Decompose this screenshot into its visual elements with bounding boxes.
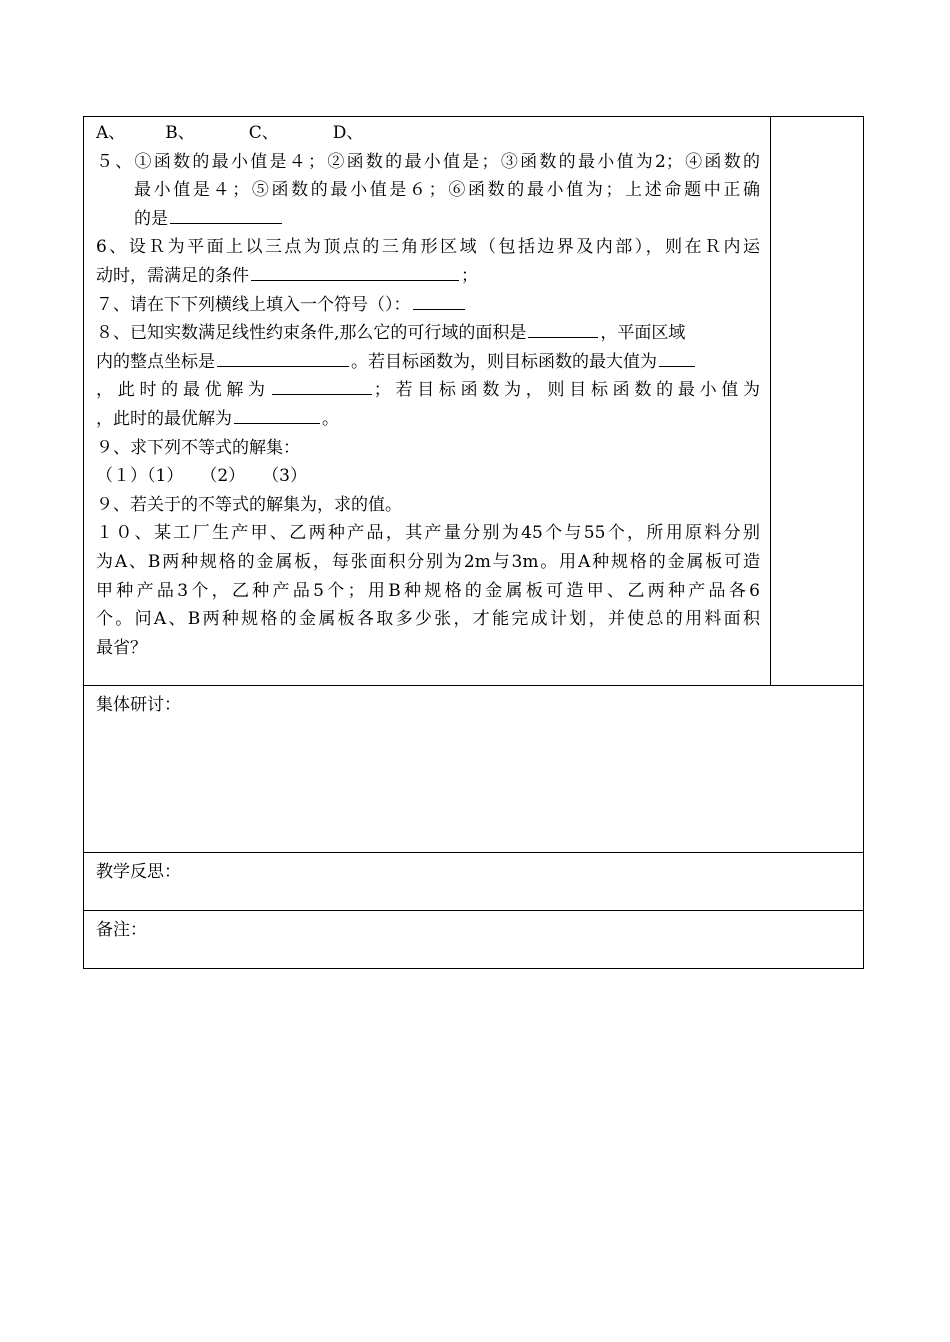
answer-blank[interactable]	[251, 263, 459, 281]
q5-line1: ５、①函数的最小值是４；②函数的最小值是；③函数的最小值为2；④函数的	[96, 151, 760, 172]
option-c: C、	[248, 123, 279, 143]
q8-line4-text: ，此时的最优解为	[96, 408, 232, 429]
q10-line5: 最省？	[96, 637, 147, 658]
q6-line2	[96, 262, 760, 291]
q6-line2-text: 动时，需满足的条件	[96, 265, 249, 286]
q6-line1: 6、设Ｒ为平面上以三点为顶点的三角形区域（包括边界及内部），则在Ｒ内运	[96, 237, 760, 258]
q9a-title: ９、求下列不等式的解集：	[96, 437, 300, 458]
q10-line1: １０、某工厂生产甲、乙两种产品，其产量分别为45个与55个，所用原料分别	[96, 523, 760, 544]
exercise-content	[84, 117, 770, 662]
exercise-cell	[84, 117, 771, 686]
q8-line2-end: 。若目标函数为，则目标函数的最大值为	[351, 351, 657, 372]
q10-line3: 甲种产品3个，乙种产品5个；用B种规格的金属板可造甲、乙两种产品各6	[96, 580, 760, 601]
q6-line2-end: ；	[461, 265, 478, 286]
q8-line1-end: ，平面区域	[600, 323, 686, 344]
q8-line3	[96, 376, 760, 405]
answer-blank[interactable]	[413, 292, 465, 310]
option-b: B、	[165, 123, 195, 143]
answer-blank[interactable]	[234, 406, 320, 424]
q8-line2-text: 内的整点坐标是	[96, 351, 215, 372]
q8-line4	[96, 405, 760, 434]
collective-discussion-label: 集体研讨：	[96, 695, 181, 715]
side-notes-cell	[771, 117, 864, 686]
answer-blank[interactable]	[659, 349, 695, 367]
q5-line3-text: 的是	[134, 208, 168, 229]
answer-blank[interactable]	[217, 349, 349, 367]
q5-line2: 最小值是４；⑤函数的最小值是６；⑥函数的最小值为；上述命题中正确	[134, 180, 760, 201]
option-a: A、	[96, 123, 126, 143]
q8-line1	[96, 319, 760, 348]
remarks-section	[84, 911, 864, 969]
q8-line3-text: ，此时的最优解为	[96, 380, 270, 401]
answer-blank[interactable]	[170, 206, 282, 224]
lesson-table	[83, 116, 864, 969]
q8-line2	[96, 348, 760, 377]
q7-text: ７、请在下下列横线上填入一个符号（）：	[96, 294, 411, 315]
q8-line4-end: 。	[322, 408, 339, 429]
q5-line3	[96, 205, 760, 234]
q8-line3-end: ；若目标函数为，则目标函数的最小值为	[373, 380, 760, 401]
option-d: D、	[332, 123, 364, 143]
q9a-parts: （１）（1） （2） （3）	[96, 466, 307, 487]
answer-blank[interactable]	[528, 320, 598, 338]
q4-options	[96, 119, 760, 148]
remarks-label: 备注：	[96, 920, 147, 940]
q10-line4: 个。问A、B两种规格的金属板各取多少张，才能完成计划，并使总的用料面积	[96, 609, 760, 630]
teaching-reflection-label: 教学反思：	[96, 862, 181, 882]
q8-line1-text: ８、已知实数满足线性约束条件,那么它的可行域的面积是	[96, 323, 527, 344]
q9b-line: ９、若关于的不等式的解集为，求的值。	[96, 494, 402, 515]
q10-line2: 为A、B两种规格的金属板，每张面积分别为2m与3m。用A种规格的金属板可造	[96, 551, 760, 572]
teaching-reflection-section	[84, 853, 864, 911]
q7-line	[96, 291, 760, 320]
collective-discussion-section	[84, 686, 864, 853]
answer-blank[interactable]	[272, 377, 372, 395]
